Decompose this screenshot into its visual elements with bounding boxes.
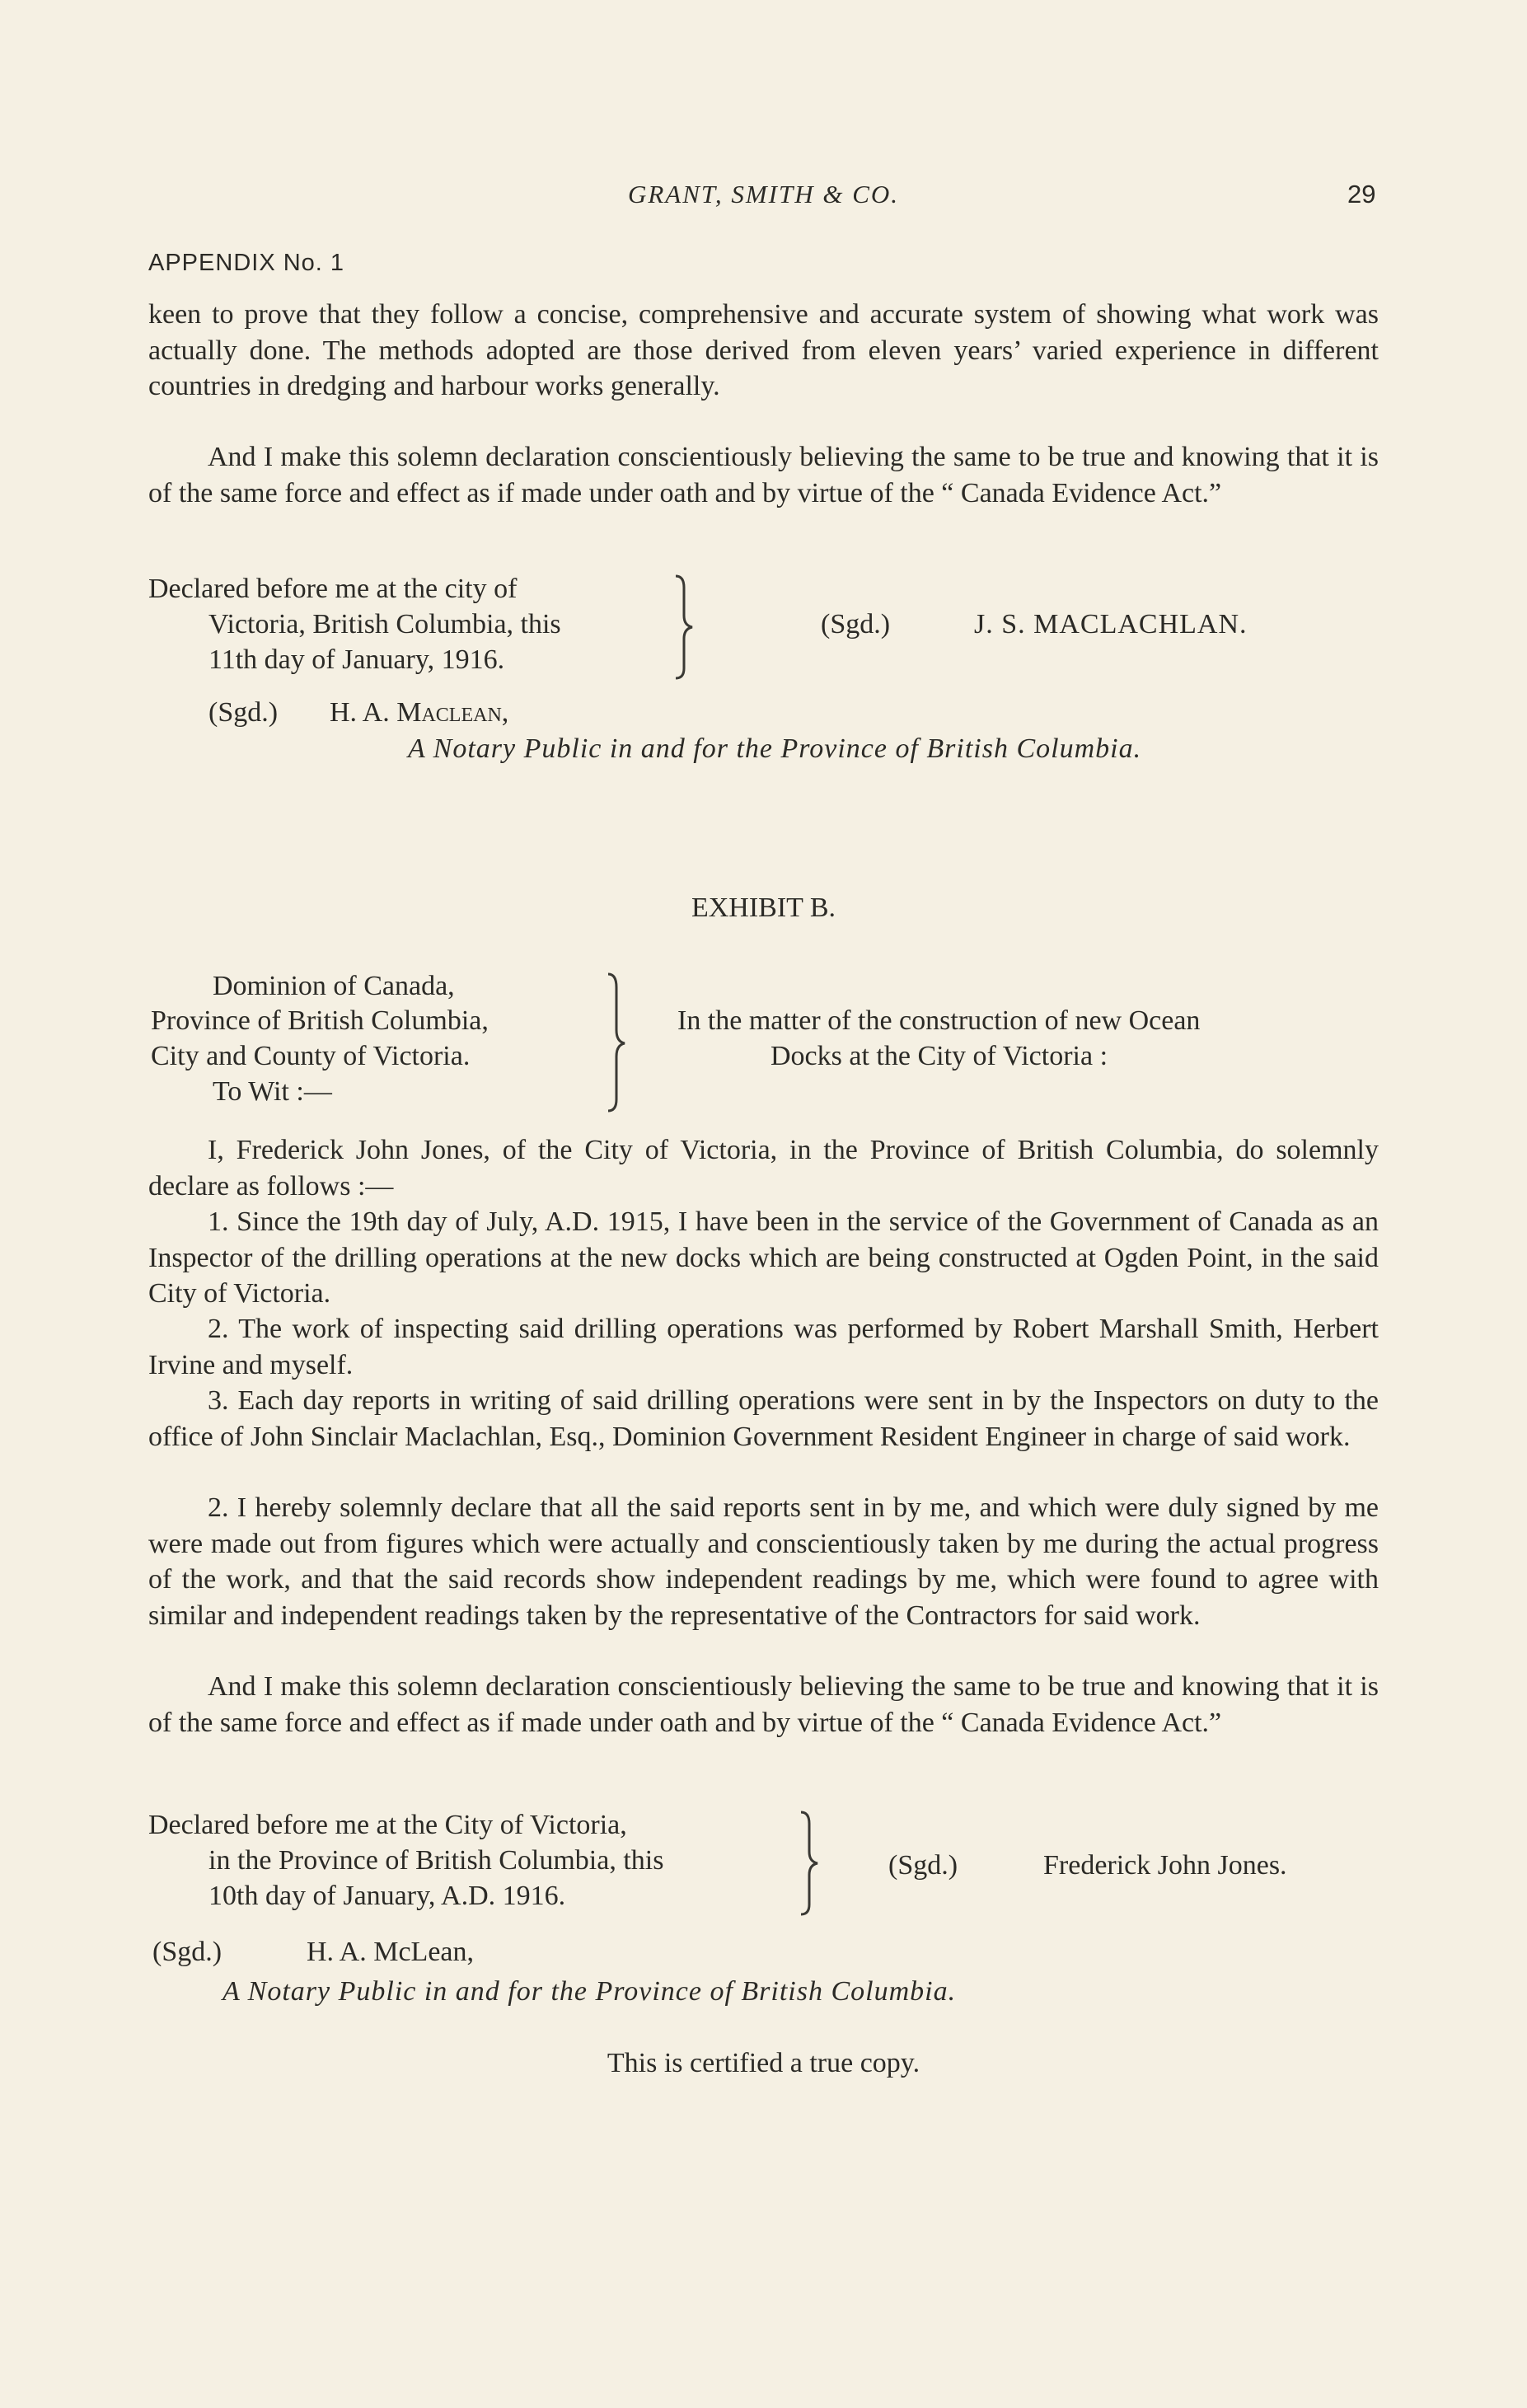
item-text-3: 3. Each day reports in writing of said drilling operations were sent in by the Inspectors on duty to the office of John Sinclair Maclachlan, Esq., Dominion Government Resident Engineer in charge of said work. <box>148 1385 1379 1452</box>
right-brace-icon <box>798 1809 831 1918</box>
declared-line-2: in the Province of British Columbia, this <box>208 1845 664 1876</box>
declarant-name: J. S. MACLACHLAN. <box>974 609 1248 639</box>
closing-paragraph <box>148 1669 1379 1740</box>
declarant-name: Frederick John Jones. <box>1043 1850 1287 1881</box>
notary-title: A Notary Public in and for the Province of British Columbia. <box>222 1976 957 2007</box>
item-paragraph-2 <box>148 1311 1379 1383</box>
sgd-label: (Sgd.) <box>821 609 891 639</box>
sgd-label: (Sgd.) <box>888 1850 958 1881</box>
notary-name: H. A. Maclean, <box>330 697 509 728</box>
matter-line-1: In the matter of the construction of new Ocean <box>677 1005 1201 1036</box>
running-header-title: GRANT, SMITH & CO. <box>627 180 900 208</box>
closing-text: And I make this solemn declaration conscientiously believing the same to be true and knowing that it is of the same force and effect as if made under oath and by virtue of the “ Canada Evidence Act.” <box>148 1671 1379 1738</box>
jurisdiction-line-4: To Wit :— <box>213 1076 332 1107</box>
declared-line-3: 10th day of January, A.D. 1916. <box>208 1881 566 1911</box>
certified-line: This is certified a true copy. <box>607 2048 920 2078</box>
declared-line-1: Declared before me at the city of <box>148 574 518 604</box>
declaration-paragraph <box>148 439 1379 511</box>
notary-sgd-label: (Sgd.) <box>208 697 279 728</box>
item-paragraph-1 <box>148 1204 1379 1312</box>
notary-name: H. A. McLean, <box>307 1937 475 1967</box>
appendix-label: APPENDIX No. 1 <box>148 250 345 276</box>
matter-line-2: Docks at the City of Victoria : <box>771 1041 1108 1071</box>
jurisdiction-line-3: City and County of Victoria. <box>151 1041 471 1071</box>
notary-sgd-label: (Sgd.) <box>152 1937 222 1967</box>
continuation-paragraph: keen to prove that they follow a concise, comprehensive and accurate system of showing what work was actually done. The methods adopted are those derived from eleven years’ varied experience in different countries in dredging and harbour works generally. <box>148 299 1379 401</box>
notary-title: A Notary Public in and for the Province of British Columbia. <box>408 733 1142 764</box>
declaration-text: And I make this solemn declaration conscientiously believing the same to be true and knowing that it is of the same force and effect as if made under oath and by virtue of the “ Canada Evidence Act.” <box>148 442 1379 508</box>
declared-line-3: 11th day of January, 1916. <box>208 644 505 675</box>
page-number: 29 <box>1347 180 1376 208</box>
item-text-2: 2. The work of inspecting said drilling operations was performed by Robert Marshall Smith, Herbert Irvine and myself. <box>148 1314 1379 1380</box>
item-text-4: 2. I hereby solemnly declare that all the said reports sent in by me, and which were duly signed by me were made out from figures which were actually and conscientiously taken by me during the actual progress of the work, and that the said records show independent readings by me, which were found to agree with similar and independent readings taken by the representative of the Contractors for said work. <box>148 1492 1379 1631</box>
declared-line-1: Declared before me at the City of Victoria, <box>148 1810 627 1840</box>
jurisdiction-line-2: Province of British Columbia, <box>151 1005 489 1036</box>
right-brace-icon <box>672 573 705 682</box>
declared-line-2: Victoria, British Columbia, this <box>208 609 561 639</box>
item-text-1: 1. Since the 19th day of July, A.D. 1915, I have been in the service of the Government of Canada as an Inspector of the drilling operations at the new docks which are being constructed at Ogden Point, in the said City of Victoria. <box>148 1206 1379 1309</box>
right-brace-icon <box>605 971 638 1115</box>
intro-paragraph <box>148 1132 1379 1204</box>
exhibit-heading: EXHIBIT B. <box>691 892 836 923</box>
intro-text: I, Frederick John Jones, of the City of Victoria, in the Province of British Columbia, do solemnly declare as follows :— <box>148 1135 1379 1202</box>
jurisdiction-line-1: Dominion of Canada, <box>213 971 455 1001</box>
item-paragraph-3 <box>148 1383 1379 1455</box>
item-paragraph-4 <box>148 1490 1379 1633</box>
